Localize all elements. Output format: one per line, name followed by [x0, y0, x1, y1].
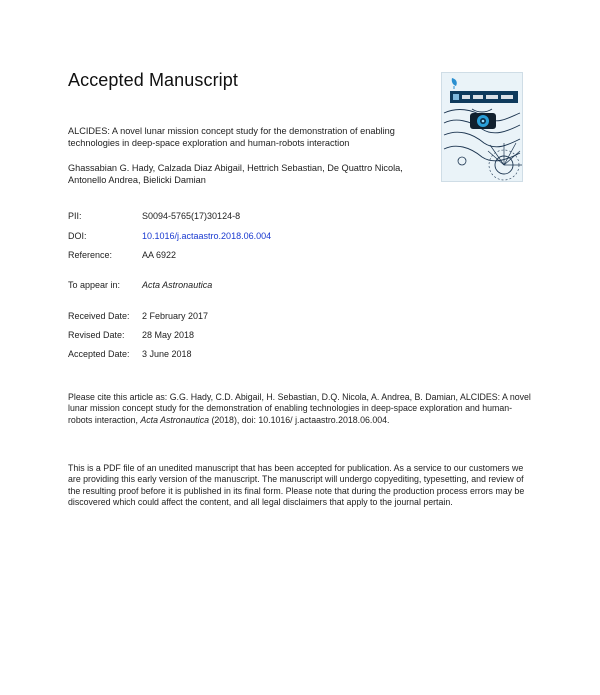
- notice-paragraph: This is a PDF file of an unedited manuscript that has been accepted for publication. As a service to our customers we are providing this early version of the manuscript. The manuscript will undergo copyediting, typesetting, and review of the resulting proof before it is published in its final form. Please note that during the production process errors may be discovered which could affect the content, and all legal disclaimers that apply to the journal pertain.: [68, 463, 525, 508]
- pii-value: S0094-5765(17)30124-8: [142, 211, 241, 221]
- received-value: 2 February 2017: [142, 311, 209, 321]
- reference-value: AA 6922: [142, 250, 177, 260]
- revised-value: 28 May 2018: [142, 330, 195, 340]
- received-label: Received Date:: [68, 311, 130, 321]
- accepted-value: 3 June 2018: [142, 349, 192, 359]
- appear-label: To appear in:: [68, 280, 121, 290]
- citation-paragraph: [68, 392, 532, 426]
- revised-label: Revised Date:: [68, 330, 125, 340]
- article-title: ALCIDES: A novel lunar mission concept study for the demonstration of enabling technologies in deep-space exploration and human-robots interaction: [68, 126, 395, 148]
- journal-cover-image: [441, 72, 523, 182]
- pii-label: PII:: [68, 211, 82, 221]
- citation-journal: Acta Astronautica: [140, 414, 209, 425]
- doi-link[interactable]: 10.1016/j.actaastro.2018.06.004: [142, 231, 272, 241]
- citation-doi-text: (2018), doi: 10.1016/ j.actaastro.2018.06.004.: [209, 414, 390, 425]
- reference-label: Reference:: [68, 250, 113, 260]
- page-title: Accepted Manuscript: [68, 70, 238, 90]
- article-authors: Ghassabian G. Hady, Calzada Diaz Abigail, Hettrich Sebastian, De Quattro Nicola, Antonello Andrea, Bielicki Damian: [68, 163, 403, 185]
- journal-name: Acta Astronautica: [142, 280, 213, 290]
- accepted-label: Accepted Date:: [68, 349, 130, 359]
- doi-label: DOI:: [68, 231, 87, 241]
- citation-text: Please cite this article as: G.G. Hady, C.D. Abigail, H. Sebastian, D.Q. Nicola, A. Andrea, B. Damian, ALCIDES: A novel lunar mission concept study for the demonstration of enabling technologies in deep-space exploration and human-robots interaction,: [68, 392, 531, 425]
